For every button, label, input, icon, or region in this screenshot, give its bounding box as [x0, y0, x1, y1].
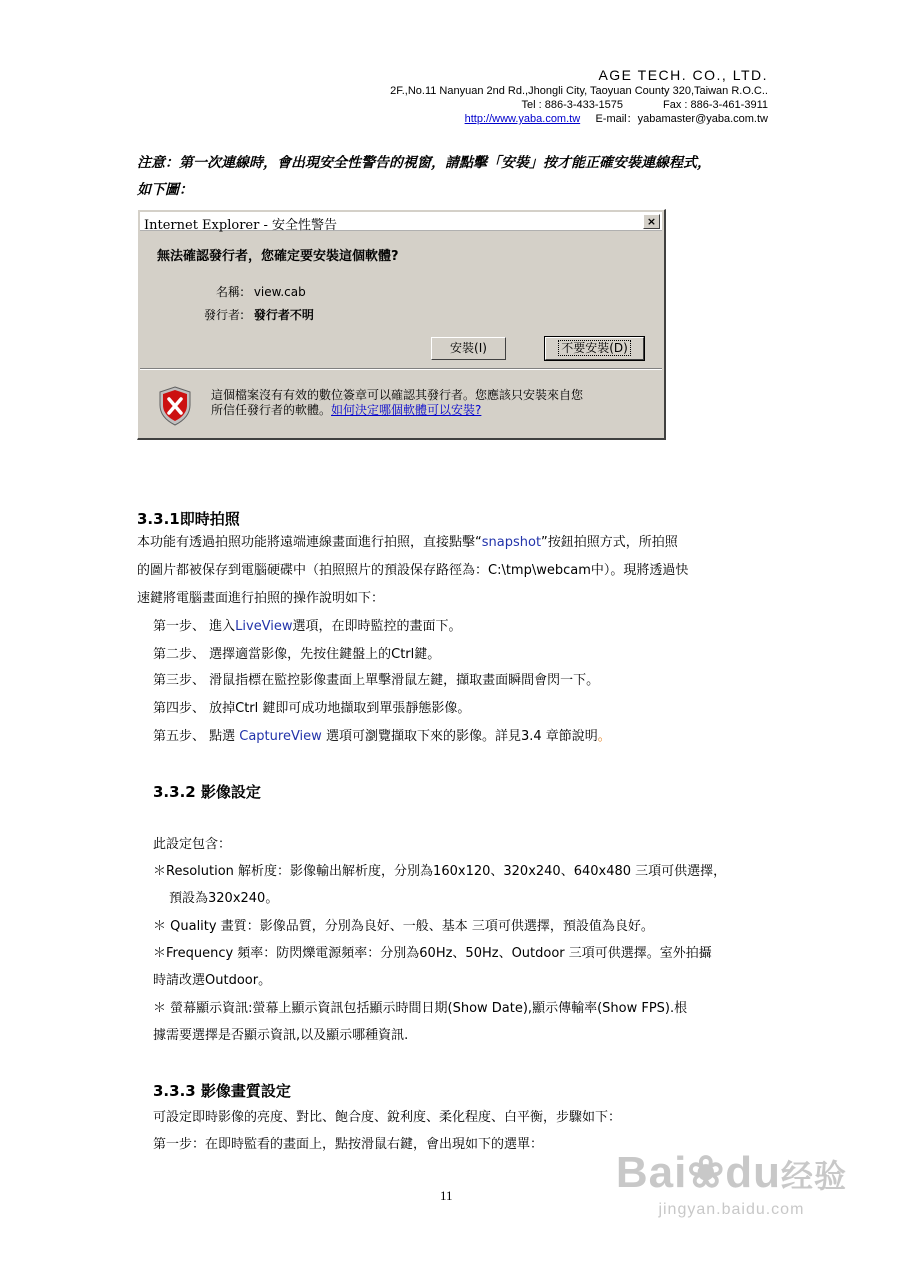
company-web-line: [390, 112, 768, 126]
company-fax: Fax : 886-3-461-3911: [663, 99, 768, 111]
publisher-label: 發行者:: [203, 308, 244, 322]
watermark-logo: [616, 1148, 847, 1201]
company-tel: Tel : 886-3-433-1575: [521, 99, 624, 111]
dialog-titlebar: [140, 212, 662, 231]
dont-install-label: 不要安裝(D): [558, 340, 631, 356]
baidu-watermark: [616, 1148, 847, 1219]
step1-text-a: 第一步、 進入: [153, 619, 236, 634]
step5-text-a: 第五步、 點選: [153, 729, 240, 744]
s332-bullet-frequency-cont: 時請改選Outdoor。: [153, 973, 272, 988]
how-to-decide-link[interactable]: 如何決定哪個軟體可以安裝?: [331, 403, 482, 417]
notice-line-1: 注意：第一次連線時，會出現安全性警告的視窗，請點擊「安裝」按才能正確安裝連線程式，: [137, 155, 711, 171]
s331-step-3: 第三步、 滑鼠指標在監控影像畫面上單擊滑鼠左鍵，擷取畫面瞬間會閃一下。: [153, 673, 600, 688]
install-button[interactable]: 安裝(I): [431, 337, 506, 360]
name-value: view.cab: [253, 285, 306, 299]
s331-p1-text-c: ”按鈕拍照方式，所拍照: [541, 535, 678, 550]
s332-bullet-quality: ＊ Quality 畫質：影像品質，分別為良好、一般、基本 三項可供選擇，預設值為良好。: [153, 919, 654, 934]
security-shield-icon: [158, 386, 192, 426]
s332-bullet-resolution-cont: 預設為320x240。: [169, 891, 279, 906]
s332-bullet-resolution: ＊Resolution 解析度：影像輸出解析度，分別為160x120、320x240、640x480 三項可供選擇，: [153, 864, 727, 879]
watermark-brand-cn: 经验: [780, 1158, 847, 1194]
company-website-link[interactable]: http://www.yaba.com.tw: [464, 113, 581, 125]
dialog-warning-text: [211, 388, 651, 418]
step1-text-c: 選項，在即時監控的畫面下。: [292, 619, 462, 634]
company-email: E-mail：yabamaster@yaba.com.tw: [595, 113, 768, 125]
company-name: AGE TECH. CO., LTD.: [598, 67, 768, 83]
warning-line-1: 這個檔案沒有有效的數位簽章可以確認其發行者。您應該只安裝來自您: [211, 388, 584, 402]
publisher-value: 發行者不明: [253, 308, 314, 322]
page-number: 11: [440, 1188, 453, 1203]
liveview-term: LiveView: [235, 619, 293, 634]
warning-line-2: 所信任發行者的軟體。: [211, 403, 332, 417]
s331-paragraph-line-1: [137, 533, 678, 553]
paw-icon: ❀: [687, 1148, 726, 1197]
step5-text-c: 選項可瀏覽擷取下來的影像。詳見3.4 章節說明: [321, 729, 598, 744]
s331-step-1: [153, 617, 462, 637]
section-3-3-2-heading: 3.3.2 影像設定: [153, 783, 261, 801]
section-3-3-3-heading: 3.3.3 影像畫質設定: [153, 1082, 291, 1100]
company-header: [390, 66, 768, 126]
s331-step-2: 第二步、 選擇適當影像，先按住鍵盤上的Ctrl鍵。: [153, 647, 441, 662]
dialog-title: Internet Explorer - 安全性警告: [144, 218, 337, 233]
close-icon[interactable]: ×: [643, 214, 660, 229]
s332-bullet-display-info-cont: 據需要選擇是否顯示資訊,以及顯示哪種資訊.: [153, 1028, 409, 1043]
company-phone-line: [390, 98, 768, 112]
security-warning-dialog: [137, 209, 666, 440]
s332-intro: 此設定包含：: [153, 837, 232, 852]
notice-line-2: 如下圖：: [137, 182, 193, 198]
section-3-3-1-heading: 3.3.1即時拍照: [137, 510, 240, 528]
install-notice: [137, 150, 777, 204]
dialog-divider: [140, 368, 662, 370]
s331-p1-text-a: 本功能有透過拍照功能將遠端連線畫面進行拍照，直接點擊“: [137, 535, 482, 550]
s331-step-4: 第四步、 放掉Ctrl 鍵即可成功地擷取到單張靜態影像。: [153, 701, 471, 716]
s333-paragraph-2: 第一步：在即時監看的畫面上，點按滑鼠右鍵，會出現如下的選單：: [153, 1137, 544, 1152]
dialog-name-row: [138, 283, 306, 300]
dialog-question: 無法確認發行者，您確定要安裝這個軟體?: [157, 249, 399, 264]
watermark-url: jingyan.baidu.com: [658, 1201, 805, 1218]
dont-install-button[interactable]: [545, 337, 644, 360]
name-label: 名稱:: [215, 285, 244, 299]
step5-period: 。: [597, 729, 611, 744]
snapshot-term: snapshot: [481, 535, 542, 550]
s333-paragraph-1: 可設定即時影像的亮度、對比、飽合度、銳利度、柔化程度、白平衡，步驟如下：: [153, 1110, 622, 1125]
dialog-publisher-row: [138, 306, 314, 323]
watermark-brand-2: du: [725, 1148, 781, 1197]
s331-step-5: [153, 727, 611, 747]
company-address: 2F.,No.11 Nanyuan 2nd Rd.,Jhongli City, Taoyuan County 320,Taiwan R.O.C..: [390, 85, 768, 97]
s332-bullet-display-info: ＊ 螢幕顯示資訊:螢幕上顯示資訊包括顯示時間日期(Show Date),顯示傳輸率(Show FPS).根: [153, 1001, 688, 1016]
s331-paragraph-line-3: 速鍵將電腦畫面進行拍照的操作說明如下：: [137, 591, 385, 606]
watermark-brand: Bai: [615, 1148, 688, 1197]
captureview-term: CaptureView: [239, 729, 322, 744]
s331-paragraph-line-2: 的圖片都被保存到電腦硬碟中（拍照照片的預設保存路徑為：C:\tmp\webcam中）。現將透過快: [137, 563, 689, 578]
s332-bullet-frequency: ＊Frequency 頻率：防閃爍電源頻率：分別為60Hz、50Hz、Outdoor 三項可供選擇。室外拍攝: [153, 946, 712, 961]
